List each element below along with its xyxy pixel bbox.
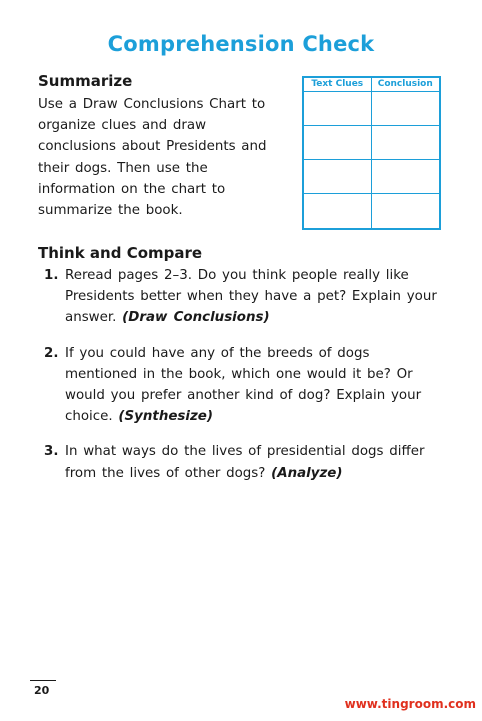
footer-divider (30, 680, 56, 681)
chart-header-text-clues: Text Clues (304, 78, 372, 92)
chart-header-conclusion: Conclusion (372, 78, 440, 92)
question-skill-tag: (Synthesize) (118, 409, 213, 425)
summarize-instructions: Use a Draw Conclusions Chart to organize clues and draw conclusions about Presidents and their dogs. Then use the information on the chart to summarize the book. (38, 97, 267, 219)
chart-cell (372, 126, 440, 160)
chart-cell (304, 160, 372, 194)
question-number: 1. (44, 268, 59, 283)
question-list (44, 265, 440, 498)
draw-conclusions-chart (302, 76, 441, 230)
watermark-link[interactable]: www.tingroom.com (344, 697, 476, 711)
page-number: 20 (34, 684, 50, 697)
question-item (44, 265, 440, 329)
think-compare-heading: Think and Compare (38, 244, 203, 262)
question-item (44, 441, 440, 483)
chart-cell (304, 194, 372, 228)
chart-cell (304, 92, 372, 126)
question-text: Reread pages 2–3. Do you think people really like Presidents better when they have a pet? Explain your answer. (65, 268, 437, 326)
question-text: If you could have any of the breeds of dogs mentioned in the book, which one would it be? Or would you prefer another kind of dog? Explain your choice. (65, 345, 422, 425)
question-skill-tag: (Draw Conclusions) (122, 310, 270, 326)
chart-cell (372, 92, 440, 126)
chart-cell (304, 126, 372, 160)
question-number: 3. (44, 444, 59, 460)
question-item (44, 343, 440, 428)
question-number: 2. (44, 345, 59, 361)
page-title: Comprehension Check (107, 32, 375, 56)
question-skill-tag: (Analyze) (271, 465, 343, 481)
summarize-heading: Summarize (38, 72, 133, 90)
chart-cell (372, 194, 440, 228)
question-text: In what ways do the lives of presidential dogs differ from the lives of other dogs? (65, 444, 425, 481)
chart-cell (372, 160, 440, 194)
